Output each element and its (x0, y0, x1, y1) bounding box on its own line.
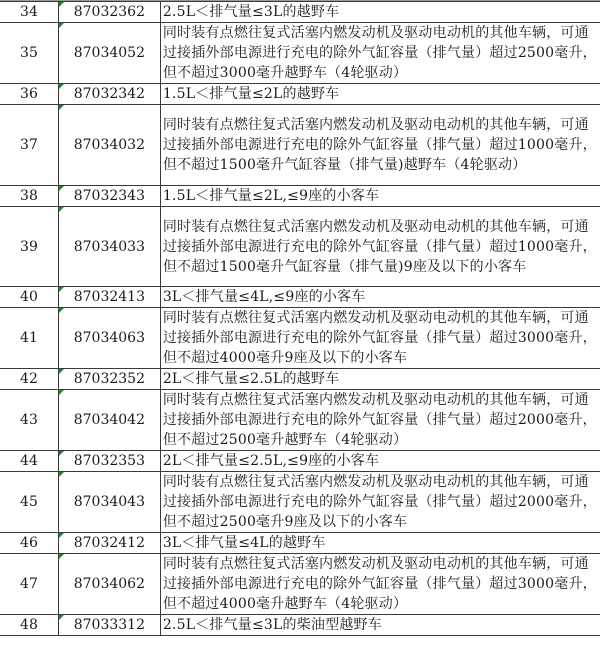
code-cell[interactable] (58, 84, 160, 105)
table-row (0, 23, 600, 84)
seq-cell[interactable]: 45 (0, 472, 58, 533)
seq-cell[interactable]: 38 (0, 186, 58, 207)
code-cell[interactable] (58, 369, 160, 390)
table-row (0, 554, 600, 615)
table-row (0, 308, 600, 369)
comment-indicator-icon (59, 84, 64, 89)
code-text: 87032353 (73, 453, 145, 469)
table-row (0, 472, 600, 533)
table-row (0, 533, 600, 554)
seq-cell[interactable]: 35 (0, 23, 58, 84)
description-cell[interactable]: 同时装有点燃往复式活塞内燃发动机及驱动电动机的其他车辆，可通过接插外部电源进行充电的除外气缸容量（排气量）超过1000毫升，但不超过1500毫升气缸容量（排气量)越野车（4轮驱动） (160, 105, 600, 186)
code-text: 87034043 (73, 494, 145, 510)
description-cell[interactable]: 2L＜排气量≤2.5L的越野车 (160, 369, 600, 390)
seq-cell[interactable]: 40 (0, 287, 58, 308)
description-cell[interactable]: 同时装有点燃往复式活塞内燃发动机及驱动电动机的其他车辆，可通过接插外部电源进行充电的除外气缸容量（排气量）超过1000毫升，但不超过1500毫升气缸容量（排气量)9座及以下的小客车 (160, 207, 600, 287)
comment-indicator-icon (59, 390, 64, 395)
code-cell[interactable] (58, 615, 160, 636)
table-row (0, 186, 600, 207)
seq-cell[interactable]: 34 (0, 2, 58, 23)
comment-indicator-icon (59, 105, 64, 110)
description-cell[interactable]: 同时装有点燃往复式活塞内燃发动机及驱动电动机的其他车辆，可通过接插外部电源进行充电的除外气缸容量（排气量）超过3000毫升，但不超过4000毫升9座及以下的小客车 (160, 308, 600, 369)
code-text: 87034063 (73, 330, 145, 346)
code-cell[interactable] (58, 207, 160, 287)
table-row (0, 615, 600, 636)
code-text: 87032352 (73, 371, 145, 387)
seq-cell[interactable]: 47 (0, 554, 58, 615)
seq-cell[interactable]: 37 (0, 105, 58, 186)
table-row (0, 369, 600, 390)
code-cell[interactable] (58, 23, 160, 84)
code-cell[interactable] (58, 186, 160, 207)
seq-cell[interactable]: 41 (0, 308, 58, 369)
table-row (0, 2, 600, 23)
tariff-code-table (0, 1, 600, 636)
description-cell[interactable]: 3L＜排气量≤4L的越野车 (160, 533, 600, 554)
code-cell[interactable] (58, 472, 160, 533)
description-cell[interactable]: 同时装有点燃往复式活塞内燃发动机及驱动电动机的其他车辆，可通过接插外部电源进行充电的除外气缸容量（排气量）超过2500毫升，但不超过3000毫升越野车（4轮驱动） (160, 23, 600, 84)
code-cell[interactable] (58, 451, 160, 472)
seq-cell[interactable]: 43 (0, 390, 58, 451)
seq-cell[interactable]: 46 (0, 533, 58, 554)
description-cell[interactable]: 1.5L＜排气量≤2L的越野车 (160, 84, 600, 105)
code-cell[interactable] (58, 308, 160, 369)
code-text: 87034062 (73, 576, 145, 592)
table-row (0, 390, 600, 451)
table-body (0, 2, 600, 636)
code-cell[interactable] (58, 2, 160, 23)
seq-cell[interactable]: 44 (0, 451, 58, 472)
description-cell[interactable]: 同时装有点燃往复式活塞内燃发动机及驱动电动机的其他车辆，可通过接插外部电源进行充电的除外气缸容量（排气量）超过2000毫升，但不超过2500毫升9座及以下的小客车 (160, 472, 600, 533)
seq-cell[interactable]: 48 (0, 615, 58, 636)
description-cell[interactable]: 2.5L＜排气量≤3L的柴油型越野车 (160, 615, 600, 636)
code-cell[interactable] (58, 533, 160, 554)
comment-indicator-icon (59, 2, 64, 7)
code-cell[interactable] (58, 554, 160, 615)
code-text: 87034052 (73, 45, 145, 61)
code-cell[interactable] (58, 105, 160, 186)
description-cell[interactable]: 1.5L＜排气量≤2L,≤9座的小客车 (160, 186, 600, 207)
table-row (0, 105, 600, 186)
table-row (0, 287, 600, 308)
code-text: 87032342 (73, 86, 145, 102)
code-text: 87032362 (73, 4, 145, 20)
description-cell[interactable]: 同时装有点燃往复式活塞内燃发动机及驱动电动机的其他车辆，可通过接插外部电源进行充电的除外气缸容量（排气量）超过2000毫升，但不超过2500毫升越野车（4轮驱动） (160, 390, 600, 451)
code-text: 87032412 (73, 535, 145, 551)
comment-indicator-icon (59, 369, 64, 374)
code-text: 87034032 (73, 137, 145, 153)
comment-indicator-icon (59, 554, 64, 559)
seq-cell[interactable]: 39 (0, 207, 58, 287)
description-cell[interactable]: 2.5L＜排气量≤3L的越野车 (160, 2, 600, 23)
description-cell[interactable]: 3L＜排气量≤4L,≤9座的小客车 (160, 287, 600, 308)
comment-indicator-icon (59, 186, 64, 191)
comment-indicator-icon (59, 207, 64, 212)
description-cell[interactable]: 2L＜排气量≤2.5L,≤9座的小客车 (160, 451, 600, 472)
comment-indicator-icon (59, 472, 64, 477)
seq-cell[interactable]: 36 (0, 84, 58, 105)
description-cell[interactable]: 同时装有点燃往复式活塞内燃发动机及驱动电动机的其他车辆，可通过接插外部电源进行充电的除外气缸容量（排气量）超过3000毫升，但不超过4000毫升越野车（4轮驱动） (160, 554, 600, 615)
code-cell[interactable] (58, 287, 160, 308)
comment-indicator-icon (59, 287, 64, 292)
code-text: 87032413 (73, 289, 145, 305)
comment-indicator-icon (59, 615, 64, 620)
comment-indicator-icon (59, 23, 64, 28)
code-cell[interactable] (58, 390, 160, 451)
table-row (0, 451, 600, 472)
comment-indicator-icon (59, 533, 64, 538)
seq-cell[interactable]: 42 (0, 369, 58, 390)
code-text: 87032343 (73, 188, 145, 204)
code-text: 87034042 (73, 412, 145, 428)
table-row (0, 207, 600, 287)
comment-indicator-icon (59, 451, 64, 456)
comment-indicator-icon (59, 308, 64, 313)
code-text: 87033312 (73, 617, 145, 633)
table-row (0, 84, 600, 105)
code-text: 87034033 (73, 238, 145, 255)
